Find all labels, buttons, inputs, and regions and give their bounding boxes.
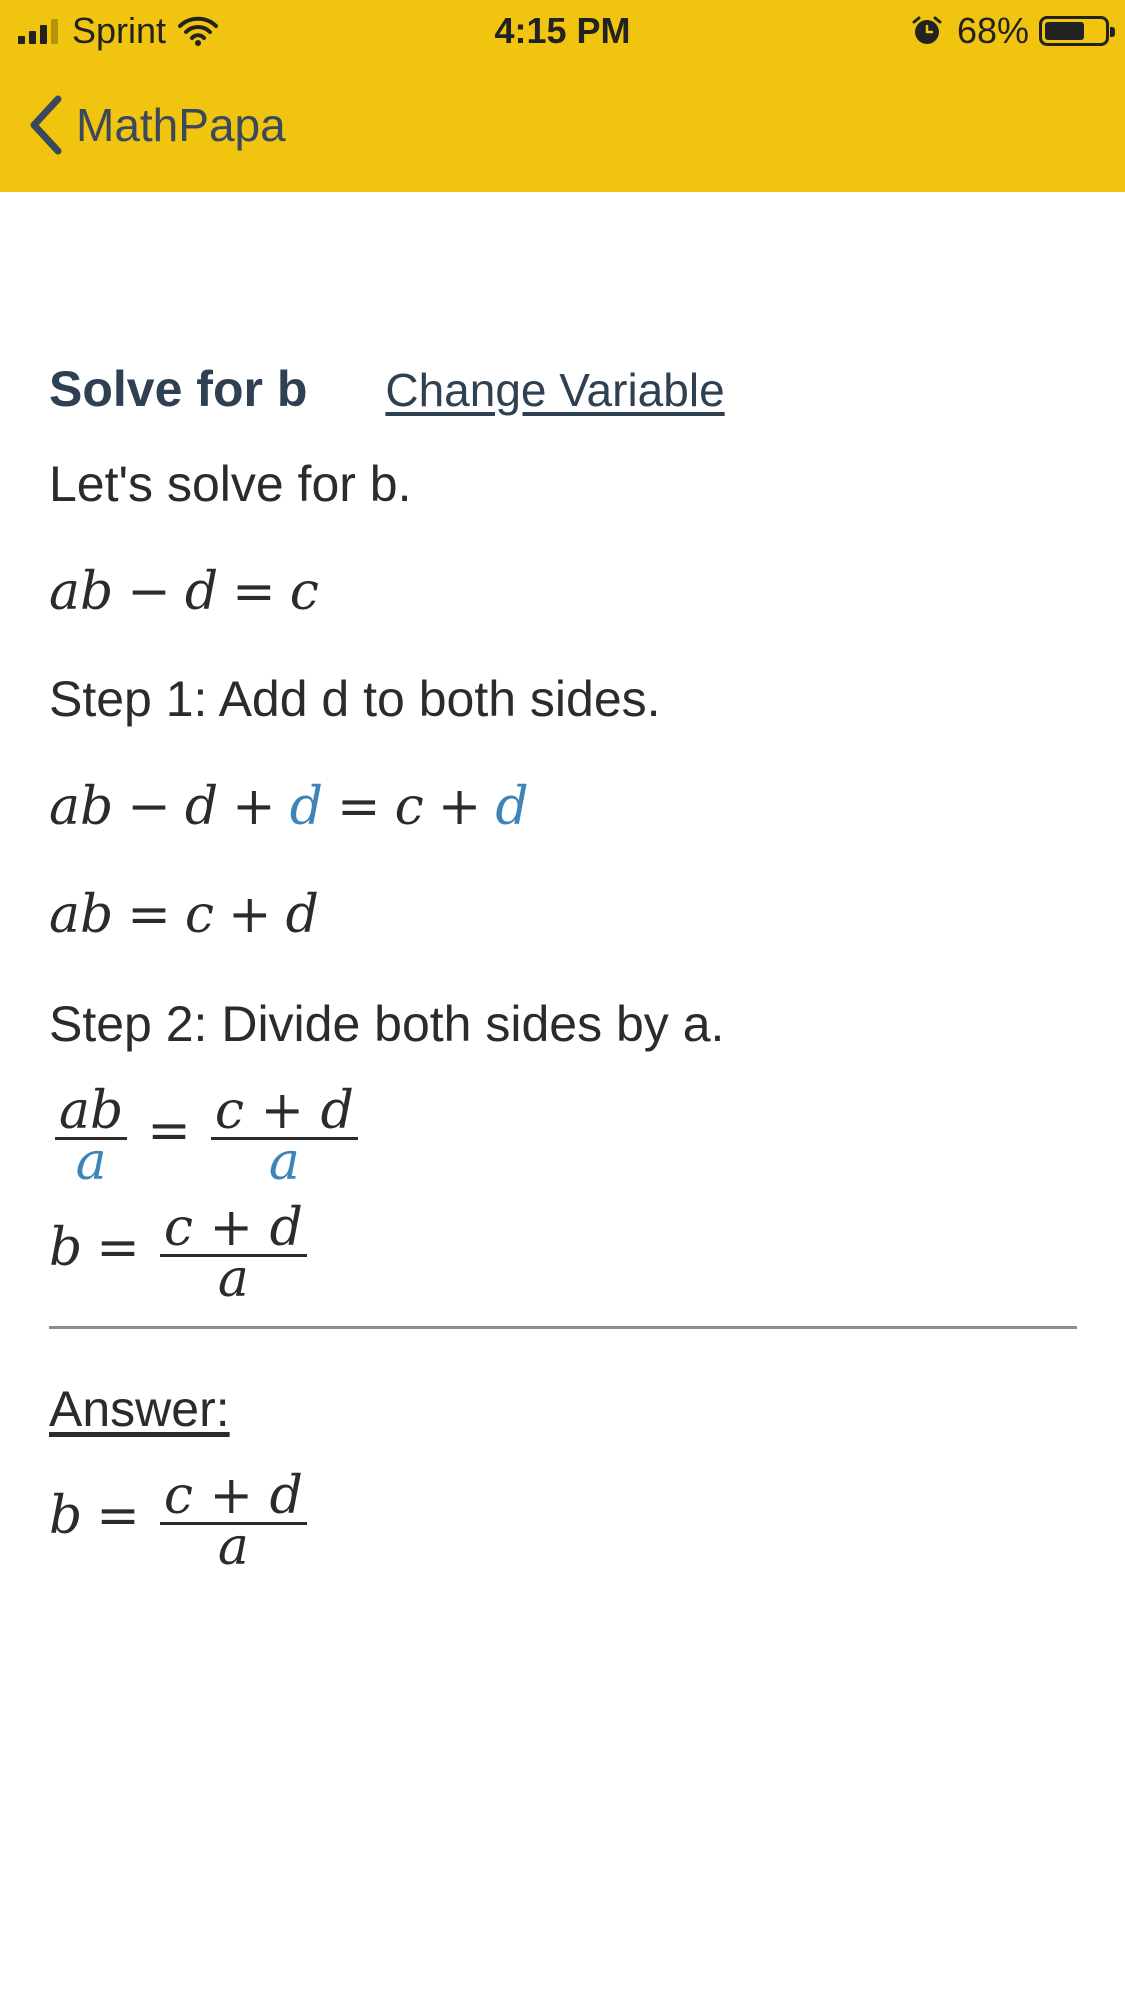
status-right: [911, 8, 1109, 54]
answer-equation: [49, 1466, 313, 1577]
step1-text: Step 1: Add d to both sides.: [49, 671, 661, 727]
fraction: [160, 1198, 307, 1309]
step2-result: [49, 1198, 313, 1309]
status-bar: [0, 0, 1125, 62]
battery-icon: [1039, 16, 1109, 46]
math-operator: =: [127, 885, 171, 945]
page-title: Solve for b: [49, 361, 308, 417]
battery-level-fill: [1045, 22, 1084, 40]
math-term: d: [184, 562, 219, 622]
step2-equation: [49, 1081, 364, 1192]
fraction-denominator: a: [75, 1132, 107, 1192]
math-operator: −: [127, 777, 171, 837]
math-term: c: [394, 777, 424, 837]
fraction-numerator: c + d: [160, 1202, 307, 1257]
math-operator: =: [337, 777, 381, 837]
math-term: b: [49, 1486, 83, 1546]
math-operator: +: [228, 885, 272, 945]
step1-equation: [49, 777, 529, 837]
fraction-denominator: a: [268, 1132, 300, 1192]
highlighted-term: d: [495, 777, 529, 837]
fraction-denominator: a: [217, 1249, 249, 1309]
fraction: [55, 1081, 127, 1192]
chevron-left-icon: [24, 93, 68, 157]
math-term: ab: [49, 562, 114, 622]
battery-percent: 68%: [956, 10, 1029, 51]
fraction: [160, 1466, 307, 1577]
highlighted-term: d: [289, 777, 324, 837]
alarm-icon: [911, 15, 943, 47]
back-label: MathPapa: [76, 99, 286, 151]
math-term: d: [285, 885, 319, 945]
step1-result: [49, 885, 319, 945]
fraction-numerator: ab: [55, 1085, 127, 1140]
math-term: d: [184, 777, 219, 837]
carrier-name: Sprint: [72, 10, 167, 51]
fraction: [211, 1081, 358, 1192]
math-operator: =: [232, 562, 276, 622]
original-equation: [49, 562, 319, 622]
math-operator: −: [127, 562, 171, 622]
app-header: [0, 0, 1125, 192]
back-button[interactable]: [0, 80, 286, 170]
math-term: ab: [49, 777, 114, 837]
fraction-denominator: a: [217, 1517, 249, 1577]
change-variable-link[interactable]: Change Variable: [385, 364, 725, 416]
math-operator: =: [96, 1218, 140, 1278]
math-operator: +: [232, 777, 276, 837]
fraction-numerator: c + d: [160, 1470, 307, 1525]
math-term: ab: [49, 885, 114, 945]
math-term: b: [49, 1218, 83, 1278]
fraction-numerator: c + d: [211, 1085, 358, 1140]
title-row: [49, 360, 725, 418]
answer-label: Answer:: [49, 1381, 230, 1437]
math-operator: =: [96, 1486, 140, 1546]
math-operator: =: [147, 1101, 191, 1161]
section-divider: [49, 1326, 1077, 1329]
math-term: c: [289, 562, 319, 622]
math-term: c: [184, 885, 214, 945]
status-time: 4:15 PM: [494, 10, 631, 51]
step2-text: Step 2: Divide both sides by a.: [49, 996, 725, 1052]
intro-text: Let's solve for b.: [49, 456, 412, 512]
math-operator: +: [437, 777, 482, 837]
